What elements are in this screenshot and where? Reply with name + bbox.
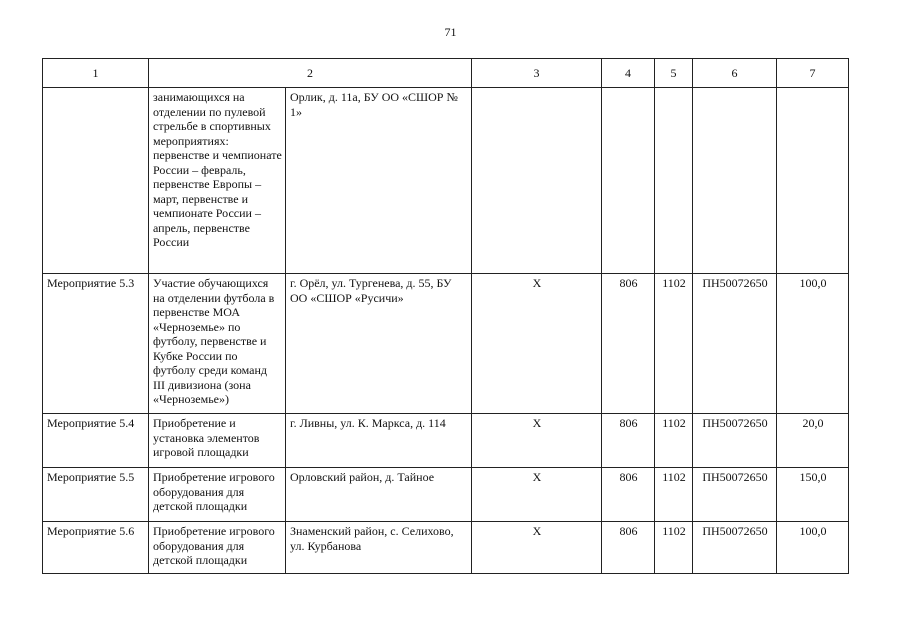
row-name: Мероприятие 5.5 (43, 468, 149, 522)
row-name: Мероприятие 5.3 (43, 274, 149, 414)
table-row (43, 88, 849, 274)
table-row (43, 274, 849, 414)
row-description: Участие обучающихся на отделении футбола в первенстве МОА «Черноземье» по футболу, первенстве и Кубке России по футболу среди команд III дивизиона (зона «Черноземье») (149, 274, 286, 414)
table-row (43, 414, 849, 468)
row-col4: 806 (602, 468, 655, 522)
row-col6: ПН50072650 (693, 274, 777, 414)
page-number: 71 (444, 25, 457, 39)
row-col6: ПН50072650 (693, 522, 777, 574)
row-name: Мероприятие 5.4 (43, 414, 149, 468)
row-col6: ПН50072650 (693, 414, 777, 468)
row-col5: 1102 (655, 468, 693, 522)
table-row (43, 522, 849, 574)
header-col-2: 2 (149, 59, 472, 88)
row-col6: ПН50072650 (693, 468, 777, 522)
header-col-3: 3 (472, 59, 602, 88)
header-row (43, 59, 849, 88)
header-col-5: 5 (655, 59, 693, 88)
budget-table (42, 58, 849, 574)
row-address: г. Орёл, ул. Тургенева, д. 55, БУ ОО «СШОР «Русичи» (286, 274, 472, 414)
row-col3: Х (472, 414, 602, 468)
row-col7 (777, 88, 849, 274)
row-address: Орловский район, д. Тайное (286, 468, 472, 522)
header-col-1: 1 (43, 59, 149, 88)
row-col4: 806 (602, 274, 655, 414)
row-col7: 100,0 (777, 522, 849, 574)
row-col7: 100,0 (777, 274, 849, 414)
row-col3: Х (472, 274, 602, 414)
row-description: Приобретение и установка элементов игровой площадки (149, 414, 286, 468)
row-col5: 1102 (655, 274, 693, 414)
header-col-4: 4 (602, 59, 655, 88)
row-col4: 806 (602, 414, 655, 468)
row-col3: Х (472, 522, 602, 574)
row-description: занимающихся на отделении по пулевой стрельбе в спортивных мероприятиях: первенстве и чемпионате России – февраль, первенстве Европы – март, первенстве и чемпионате России – апрель, первенстве России (149, 88, 286, 274)
row-name: Мероприятие 5.6 (43, 522, 149, 574)
row-address: Знаменский район, с. Селихово, ул. Курбанова (286, 522, 472, 574)
row-col3 (472, 88, 602, 274)
row-col4: 806 (602, 522, 655, 574)
row-name (43, 88, 149, 274)
row-description: Приобретение игрового оборудования для детской площадки (149, 522, 286, 574)
header-col-7: 7 (777, 59, 849, 88)
row-col3: Х (472, 468, 602, 522)
row-col4 (602, 88, 655, 274)
row-description: Приобретение игрового оборудования для детской площадки (149, 468, 286, 522)
row-col7: 150,0 (777, 468, 849, 522)
row-col5 (655, 88, 693, 274)
row-address: г. Ливны, ул. К. Маркса, д. 114 (286, 414, 472, 468)
row-col6 (693, 88, 777, 274)
header-col-6: 6 (693, 59, 777, 88)
table-row (43, 468, 849, 522)
row-col5: 1102 (655, 522, 693, 574)
row-col5: 1102 (655, 414, 693, 468)
row-address: Орлик, д. 11а, БУ ОО «СШОР № 1» (286, 88, 472, 274)
row-col7: 20,0 (777, 414, 849, 468)
